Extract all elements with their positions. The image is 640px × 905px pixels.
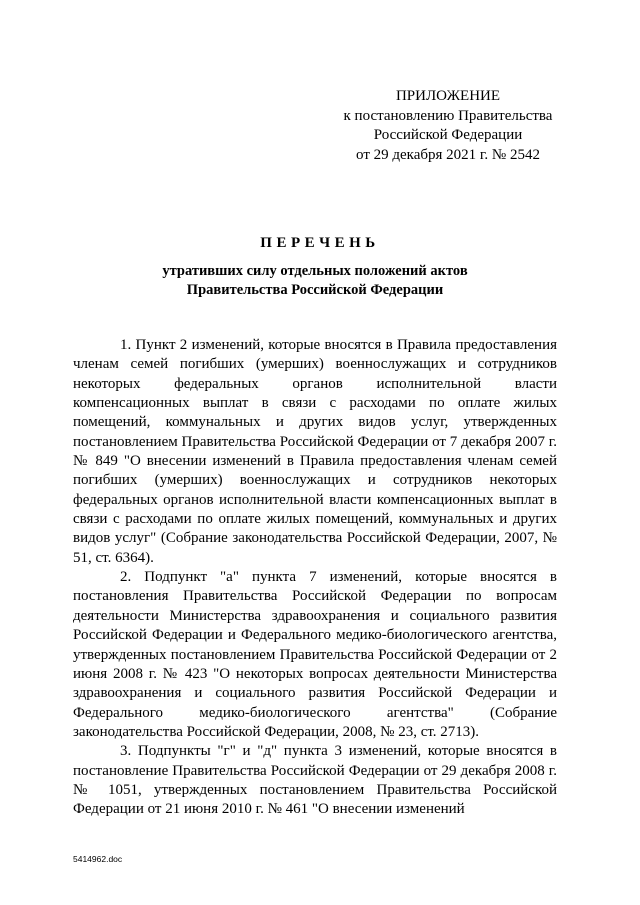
- document-heading: ПЕРЕЧЕНЬ: [260, 235, 380, 251]
- appendix-block: [336, 87, 560, 165]
- paragraph-item-3: 3. Подпункты "г" и "д" пункта 3 изменений, которые вносятся в постановление Правительства Российской Федерации от 29 декабря 2008 г. № 1051, утвержденных постановлением Правительства Российской Федерации от 21 июня 2010 г. № 461 "О внесении изменений: [73, 743, 557, 818]
- document-body: [73, 336, 557, 820]
- subtitle-line-2: Правительства Российской Федерации: [186, 282, 444, 298]
- paragraph-item-1: 1. Пункт 2 изменений, которые вносятся в Правила предоставления членам семей погибших (умерших) военнослужащих и сотрудников некоторых федеральных органов исполнительной власти компенсационных выплат в связи с расходами по оплате жилых помещений, коммунальных и других видов услуг, утвержденных постановлением Правительства Российской Федерации от 7 декабря 2007 г. № 849 "О внесении изменений в Правила предоставления членам семей погибших (умерших) военнослужащих и сотрудников некоторых федеральных органов исполнительной власти компенсационных выплат в связи с расходами по оплате жилых помещений, коммунальных и других видов услуг" (Собрание законодательства Российской Федерации, 2007, № 51, ст. 6364).: [73, 337, 557, 566]
- appendix-line-date-number: от 29 декабря 2021 г. № 2542: [356, 146, 540, 163]
- paragraph-item-2: 2. Подпункт "а" пункта 7 изменений, которые вносятся в постановления Правительства Российской Федерации по вопросам деятельности Министерства здравоохранения и социального развития Российской Федерации и Федерального медико-биологического агентства, утвержденных постановлением Правительства Российской Федерации от 2 июня 2008 г. № 423 "О некоторых вопросах деятельности Министерства здравоохранения и социального развития Российской Федерации и Федерального медико-биологического агентства" (Собрание законодательства Российской Федерации, 2008, № 23, ст. 2713).: [73, 569, 557, 740]
- appendix-line-federation: Российской Федерации: [373, 127, 523, 143]
- appendix-line-resolution: к постановлению Правительства: [343, 107, 553, 124]
- document-subtitle: [140, 262, 490, 300]
- file-code-footer: 5414962.doc: [73, 854, 123, 864]
- subtitle-line-1: утративших силу отдельных положений актов: [162, 263, 468, 279]
- appendix-title: ПРИЛОЖЕНИЕ: [395, 88, 501, 104]
